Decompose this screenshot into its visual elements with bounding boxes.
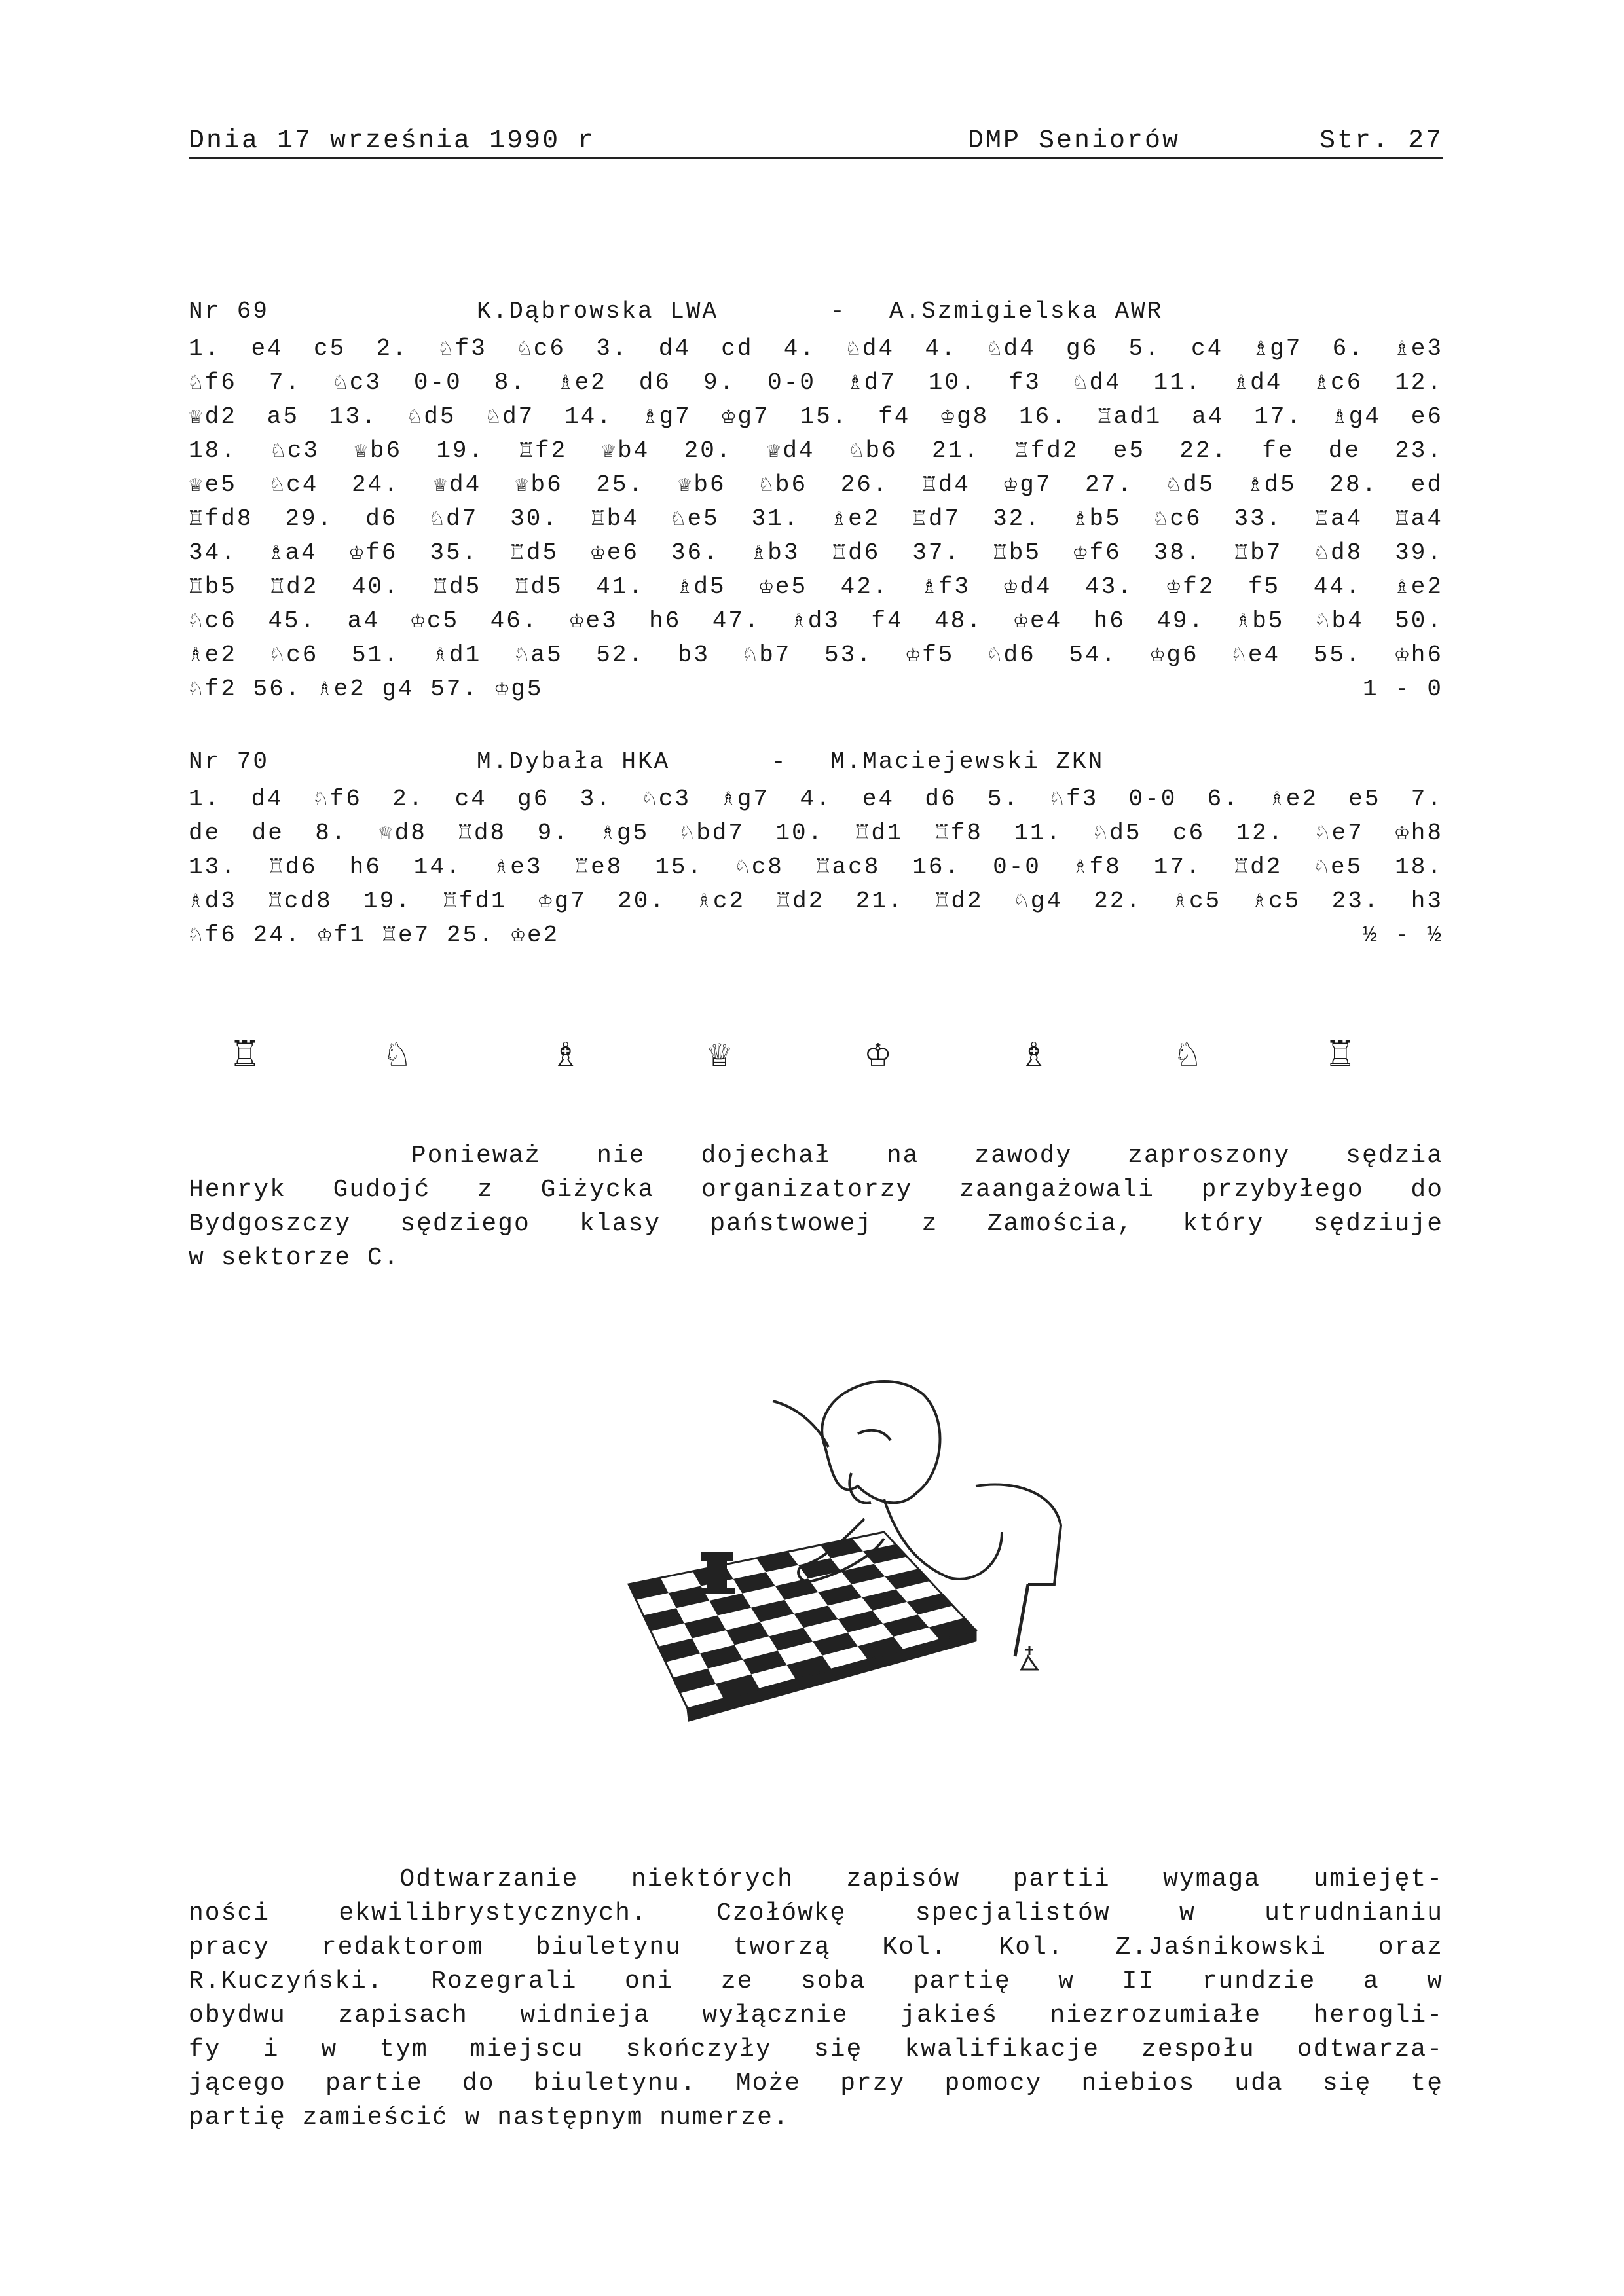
move-text: ♘f2 56. ♗e2 g4 57. ♔g5 (189, 676, 544, 702)
game-70 (189, 748, 1443, 953)
text-line: jącego partie do biuletynu. Może przy pomocy niebios uda się tę (189, 2069, 1443, 2098)
move-line (189, 570, 1443, 604)
text-line: partię zamieścić w następnym numerze. (189, 2104, 790, 2132)
move-line (189, 536, 1443, 570)
move-text: ♘f6 7. ♘c3 0-0 8. ♗e2 d6 9. 0-0 ♗d7 10. f3 ♘d4 11. ♗d4 ♗c6 12. (189, 369, 1443, 396)
text-line: Henryk Gudojć z Giżycka organizatorzy zaangażowali przybyłego do (189, 1176, 1443, 1204)
move-line (189, 816, 1443, 850)
separator: - (830, 298, 847, 325)
move-text: 13. ♖d6 h6 14. ♗e3 ♖e8 15. ♘c8 ♖ac8 16. 0-0 ♗f8 17. ♖d2 ♘e5 18. (189, 854, 1443, 881)
move-line (189, 468, 1443, 502)
game-number: Nr 70 (189, 748, 270, 775)
text-line: obydwu zapisach widnieja wyłącznie jakieś niezrozumiałe herogli- (189, 2001, 1443, 2030)
header-title: DMP Seniorów (968, 126, 1181, 156)
move-text: ♗e2 ♘c6 51. ♗d1 ♘a5 52. b3 ♘b7 53. ♔f5 ♘d6 54. ♔g6 ♘e4 55. ♔h6 (189, 642, 1443, 668)
text-line: Ponieważ nie dojechał na zawody zaproszony sędzia (189, 1142, 1443, 1170)
chess-piece-icon: ♗ (1022, 1032, 1046, 1078)
game-result: 1 - 0 (1362, 676, 1443, 702)
black-player: A.Szmigielska AWR (889, 298, 1164, 325)
paragraph-notation (189, 1863, 1443, 2135)
chess-piece-icon: ♖ (1328, 1032, 1353, 1078)
move-line (189, 604, 1443, 638)
page-header (189, 124, 1443, 159)
text-line: R.Kuczyński. Rozegrali oni ze soba partię w II rundzie a w (189, 1967, 1443, 1995)
move-line (189, 332, 1443, 366)
move-text: 34. ♗a4 ♔f6 35. ♖d5 ♔e6 36. ♗b3 ♖d6 37. ♖b5 ♔f6 38. ♖b7 ♘d8 39. (189, 539, 1443, 566)
chess-piece-icon: ♔ (866, 1032, 891, 1078)
move-text: ♖b5 ♖d2 40. ♖d5 ♖d5 41. ♗d5 ♔e5 42. ♗f3 ♔d4 43. ♔f2 f5 44. ♗e2 (189, 574, 1443, 600)
text-line: Odtwarzanie niektórych zapisów partii wymaga umiejęt- (189, 1865, 1443, 1893)
move-text: 1. d4 ♘f6 2. c4 g6 3. ♘c3 ♗g7 4. e4 d6 5. ♘f3 0-0 6. ♗e2 e5 7. (189, 786, 1443, 812)
game-69 (189, 298, 1443, 706)
move-line (189, 884, 1443, 919)
move-line (189, 638, 1443, 672)
move-line (189, 434, 1443, 468)
game-title (189, 298, 1443, 332)
game-number: Nr 69 (189, 298, 270, 325)
move-line (189, 366, 1443, 400)
move-text: ♗d3 ♖cd8 19. ♖fd1 ♔g7 20. ♗c2 ♖d2 21. ♖d2 ♘g4 22. ♗c5 ♗c5 23. h3 (189, 888, 1443, 915)
move-text: ♘c6 45. a4 ♔c5 46. ♔e3 h6 47. ♗d3 f4 48. ♔e4 h6 49. ♗b5 ♘b4 50. (189, 608, 1443, 634)
move-text: ♘f6 24. ♔f1 ♖e7 25. ♔e2 (189, 922, 560, 949)
move-text: ♖fd8 29. d6 ♘d7 30. ♖b4 ♘e5 31. ♗e2 ♖d7 32. ♗b5 ♘c6 33. ♖a4 ♖a4 (189, 505, 1443, 532)
move-line (189, 672, 1443, 706)
white-player: M.Dybała HKA (477, 748, 671, 775)
chess-piece-icon: ♘ (385, 1032, 410, 1078)
move-line (189, 919, 1443, 953)
chess-piece-icon: ♗ (553, 1032, 578, 1078)
move-text: de de 8. ♕d8 ♖d8 9. ♗g5 ♘bd7 10. ♖d1 ♖f8 11. ♘d5 c6 12. ♘e7 ♔h8 (189, 820, 1443, 847)
move-line (189, 782, 1443, 816)
white-player: K.Dąbrowska LWA (477, 298, 719, 325)
move-line (189, 850, 1443, 884)
paragraph-referee (189, 1139, 1443, 1275)
text-line: w sektorze C. (189, 1244, 400, 1272)
black-player: M.Maciejewski ZKN (830, 748, 1105, 775)
text-line: pracy redaktorom biuletynu tworzą Kol. Kol. Z.Jaśnikowski oraz (189, 1933, 1443, 1961)
move-line (189, 400, 1443, 434)
game-result: ½ - ½ (1362, 922, 1443, 949)
move-line (189, 502, 1443, 536)
chess-piece-icon: ♕ (707, 1032, 732, 1078)
move-text: 18. ♘c3 ♕b6 19. ♖f2 ♕b4 20. ♕d4 ♘b6 21. ♖fd2 e5 22. fe de 23. (189, 437, 1443, 464)
header-page-number: Str. 27 (1319, 126, 1443, 156)
chess-piece-icon: ♖ (232, 1032, 257, 1078)
chess-pieces-divider (0, 1028, 1624, 1080)
move-text: 1. e4 c5 2. ♘f3 ♘c6 3. d4 cd 4. ♘d4 4. ♘d4 g6 5. c4 ♗g7 6. ♗e3 (189, 335, 1443, 362)
text-line: fy i w tym miejscu skończyły się kwalifikacje zespołu odtwarza- (189, 2035, 1443, 2064)
game-title (189, 748, 1443, 782)
chess-player-cartoon (609, 1368, 1080, 1722)
separator: - (771, 748, 788, 775)
chessboard-illustration (629, 1532, 976, 1721)
king-piece-illustration (1022, 1646, 1037, 1669)
chess-piece-icon: ♘ (1175, 1032, 1200, 1078)
header-date: Dnia 17 września 1990 r (189, 126, 596, 156)
text-line: Bydgoszczy sędziego klasy państwowej z Zamościa, który sędziuje (189, 1210, 1443, 1238)
text-line: ności ekwilibrystycznych. Czołówkę specjalistów w utrudnianiu (189, 1899, 1443, 1927)
move-text: ♕d2 a5 13. ♘d5 ♘d7 14. ♗g7 ♔g7 15. f4 ♔g8 16. ♖ad1 a4 17. ♗g4 e6 (189, 403, 1443, 430)
move-text: ♕e5 ♘c4 24. ♕d4 ♕b6 25. ♕b6 ♘b6 26. ♖d4 ♔g7 27. ♘d5 ♗d5 28. ed (189, 471, 1443, 498)
